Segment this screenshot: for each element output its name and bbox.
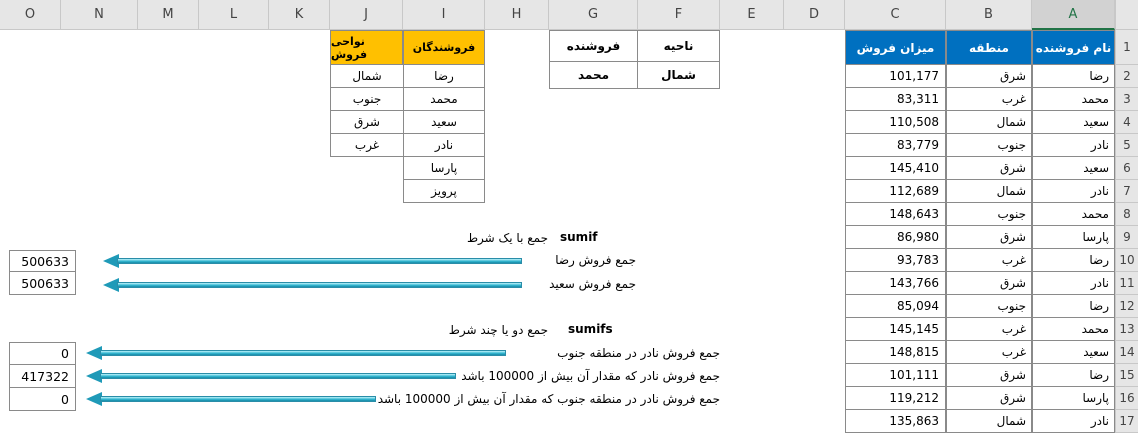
header-amount[interactable]: میزان فروش [845,30,946,65]
sumifs-label-3: جمع فروش نادر در منطقه جنوب که مقدار آن بیش از 100000 باشد [377,392,720,406]
column-header-N[interactable]: N [61,0,138,30]
sales-region-cell[interactable]: شرق [946,65,1032,88]
sales-name-cell[interactable]: پارسا [1032,226,1115,249]
seller-list-item[interactable]: رضا [403,65,485,88]
row-header[interactable]: 1 [1115,30,1138,65]
sales-region-cell[interactable]: غرب [946,341,1032,364]
row-header[interactable]: 11 [1115,272,1138,295]
sales-amount-cell[interactable]: 83,311 [845,88,946,111]
sumifs-label-1: جمع فروش نادر در منطقه جنوب [557,346,720,360]
row-header[interactable]: 13 [1115,318,1138,341]
criteria-region-value[interactable]: شمال [637,62,720,89]
criteria-region-header[interactable]: ناحیه [637,30,720,62]
sales-name-cell[interactable]: نادر [1032,180,1115,203]
row-header[interactable]: 3 [1115,88,1138,111]
row-header[interactable]: 2 [1115,65,1138,88]
row-header[interactable]: 6 [1115,157,1138,180]
seller-list-item[interactable]: پرویز [403,180,485,203]
sales-region-cell[interactable]: غرب [946,249,1032,272]
sales-amount-cell[interactable]: 145,410 [845,157,946,180]
column-header-I[interactable]: I [403,0,485,30]
column-header-K[interactable]: K [269,0,330,30]
arrow-icon [86,348,506,358]
sales-amount-cell[interactable]: 145,145 [845,318,946,341]
column-header-M[interactable]: M [138,0,199,30]
sales-region-cell[interactable]: غرب [946,88,1032,111]
seller-list-item[interactable]: نادر [403,134,485,157]
sumifs-result-2[interactable]: 417322 [9,365,76,388]
row-header[interactable]: 15 [1115,364,1138,387]
seller-list-item[interactable]: پارسا [403,157,485,180]
row-header[interactable]: 14 [1115,341,1138,364]
sales-name-cell[interactable]: رضا [1032,295,1115,318]
row-header[interactable]: 8 [1115,203,1138,226]
row-header[interactable]: 4 [1115,111,1138,134]
sales-region-cell[interactable]: شمال [946,111,1032,134]
sales-region-cell[interactable]: شرق [946,226,1032,249]
sales-amount-cell[interactable]: 148,815 [845,341,946,364]
sales-amount-cell[interactable]: 86,980 [845,226,946,249]
sales-region-cell[interactable]: جنوب [946,203,1032,226]
row-header[interactable]: 17 [1115,410,1138,433]
region-list-item[interactable]: شمال [330,65,404,88]
sales-amount-cell[interactable]: 143,766 [845,272,946,295]
header-name[interactable]: نام فروشنده [1032,30,1115,65]
sales-name-cell[interactable]: نادر [1032,272,1115,295]
column-header-L[interactable]: L [199,0,269,30]
region-list-item[interactable]: غرب [330,134,404,157]
region-list-item[interactable]: جنوب [330,88,404,111]
sales-region-cell[interactable]: جنوب [946,295,1032,318]
column-header-H[interactable]: H [485,0,549,30]
sumif-result-2[interactable]: 500633 [9,272,76,295]
column-header-D[interactable]: D [784,0,845,30]
region-list-item[interactable]: شرق [330,111,404,134]
sumifs-result-3[interactable]: 0 [9,388,76,411]
sales-name-cell[interactable]: محمد [1032,203,1115,226]
arrow-icon [86,371,456,381]
sumif-label-2: جمع فروش سعید [549,277,636,291]
sales-name-cell[interactable]: رضا [1032,65,1115,88]
column-header-O[interactable]: O [0,0,61,30]
sales-name-cell[interactable]: محمد [1032,88,1115,111]
column-header-E[interactable]: E [720,0,784,30]
sumifs-label-2: جمع فروش نادر که مقدار آن بیش از 100000 باشد [461,369,720,383]
row-header[interactable]: 10 [1115,249,1138,272]
sumifs-subtitle: جمع دو یا چند شرط [448,323,548,337]
sales-region-cell[interactable]: شرق [946,157,1032,180]
arrow-icon [103,280,522,290]
sales-name-cell[interactable]: سعید [1032,111,1115,134]
column-header-G[interactable]: G [549,0,638,30]
sales-amount-cell[interactable]: 83,779 [845,134,946,157]
column-header-F[interactable]: F [638,0,720,30]
sales-amount-cell[interactable]: 112,689 [845,180,946,203]
column-header-C[interactable]: C [845,0,946,30]
column-header-A[interactable]: A [1032,0,1115,30]
criteria-seller-value[interactable]: محمد [549,62,638,89]
sales-amount-cell[interactable]: 110,508 [845,111,946,134]
sales-name-cell[interactable]: سعید [1032,341,1115,364]
sales-amount-cell[interactable]: 148,643 [845,203,946,226]
regions-list-header[interactable]: نواحی فروش [330,30,403,65]
sumifs-result-1[interactable]: 0 [9,342,76,365]
sales-amount-cell[interactable]: 101,111 [845,364,946,387]
row-header[interactable]: 7 [1115,180,1138,203]
sales-name-cell[interactable]: رضا [1032,249,1115,272]
select-all-corner[interactable] [1115,0,1138,30]
sales-region-cell[interactable]: شمال [946,180,1032,203]
row-header[interactable]: 16 [1115,387,1138,410]
row-header[interactable]: 5 [1115,134,1138,157]
sales-name-cell[interactable]: پارسا [1032,387,1115,410]
sumif-title: sumif [560,230,598,244]
sales-amount-cell[interactable]: 93,783 [845,249,946,272]
sales-amount-cell[interactable]: 101,177 [845,65,946,88]
sales-amount-cell[interactable]: 119,212 [845,387,946,410]
sales-region-cell[interactable]: شرق [946,272,1032,295]
sumifs-title: sumifs [568,322,613,336]
sales-region-cell[interactable]: غرب [946,318,1032,341]
column-header-B[interactable]: B [946,0,1032,30]
sumif-label-1: جمع فروش رضا [555,253,636,267]
column-header-J[interactable]: J [330,0,403,30]
seller-list-item[interactable]: محمد [403,88,485,111]
sales-amount-cell[interactable]: 85,094 [845,295,946,318]
sales-name-cell[interactable]: سعید [1032,157,1115,180]
sales-region-cell[interactable]: شرق [946,387,1032,410]
row-header[interactable]: 9 [1115,226,1138,249]
sales-amount-cell[interactable]: 135,863 [845,410,946,433]
header-region[interactable]: منطقه [946,30,1032,65]
sales-region-cell[interactable]: جنوب [946,134,1032,157]
criteria-seller-header[interactable]: فروشنده [549,30,638,62]
arrow-icon [86,394,376,404]
seller-list-item[interactable]: سعید [403,111,485,134]
sales-name-cell[interactable]: نادر [1032,410,1115,433]
sales-name-cell[interactable]: نادر [1032,134,1115,157]
sellers-list-header[interactable]: فروشندگان [403,30,485,65]
sales-region-cell[interactable]: شرق [946,364,1032,387]
sumif-subtitle: جمع با یک شرط [466,231,548,245]
sales-region-cell[interactable]: شمال [946,410,1032,433]
sales-name-cell[interactable]: رضا [1032,364,1115,387]
sumif-result-1[interactable]: 500633 [9,250,76,272]
arrow-icon [103,256,522,266]
sales-name-cell[interactable]: محمد [1032,318,1115,341]
row-header[interactable]: 12 [1115,295,1138,318]
